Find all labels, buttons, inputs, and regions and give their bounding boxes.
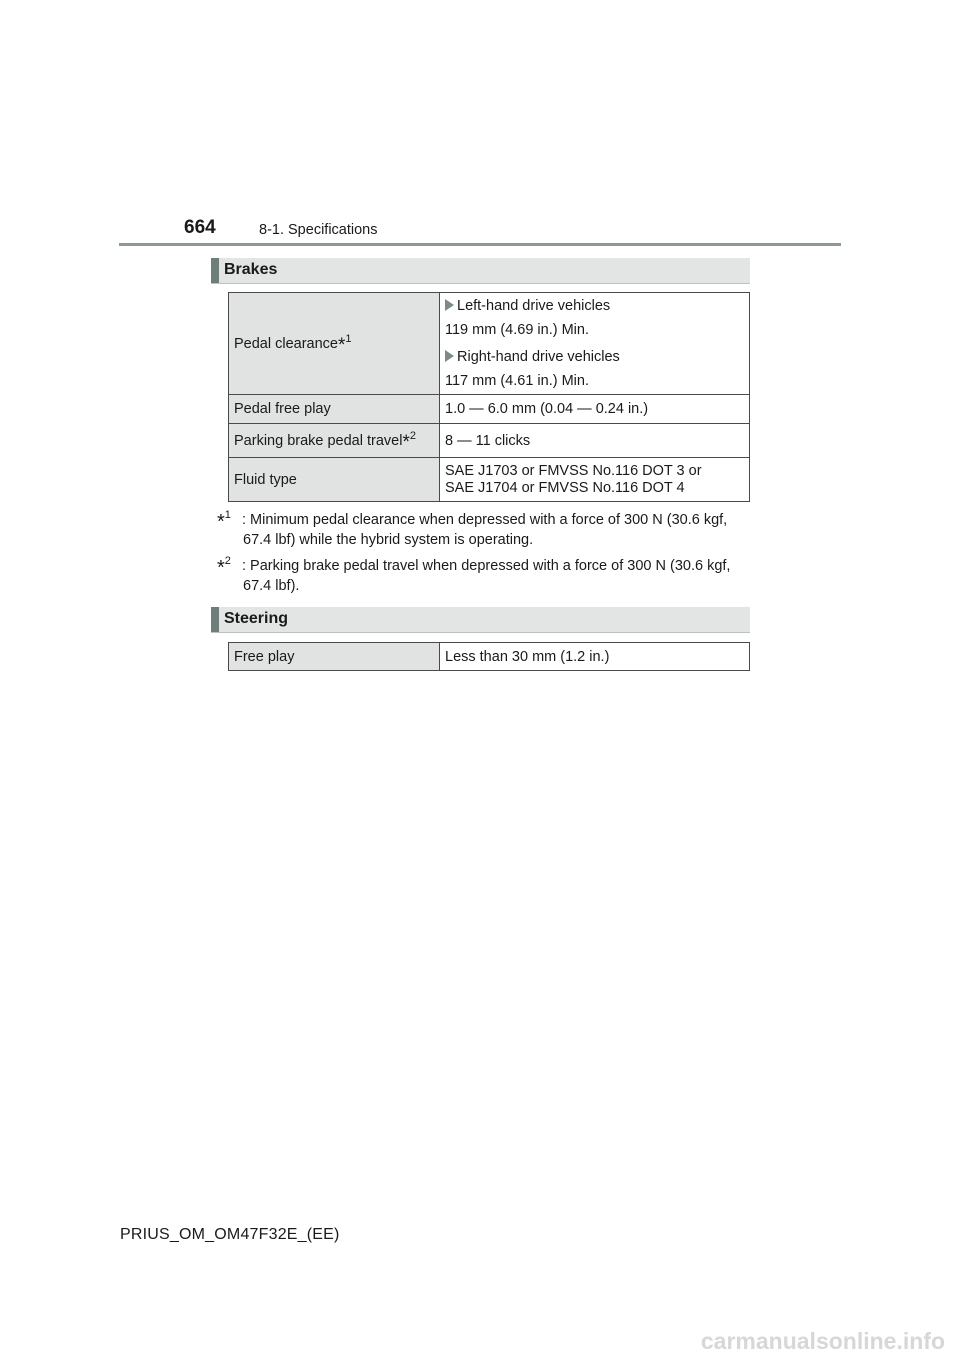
triangle-bullet-icon — [445, 299, 454, 311]
asterisk-icon: * — [338, 334, 346, 356]
free-play-label: Free play — [229, 643, 440, 671]
brakes-heading-text: Brakes — [224, 261, 278, 278]
asterisk-icon: * — [402, 431, 410, 453]
table-row — [229, 458, 750, 502]
fluid-type-line2: SAE J1704 or FMVSS No.116 DOT 4 — [445, 479, 685, 496]
brakes-heading — [211, 258, 750, 284]
table-value-cell — [440, 458, 750, 502]
footnote-text: : Minimum pedal clearance when depressed with a force of 300 N (30.6 kgf, — [242, 512, 728, 528]
footnote-2 — [217, 556, 752, 596]
footnote-text: : Parking brake pedal travel when depressed with a force of 300 N (30.6 kgf, — [242, 558, 731, 574]
footnote-text: 67.4 lbf). — [243, 578, 300, 594]
triangle-bullet-icon — [445, 350, 454, 362]
parking-brake-value: 8 — 11 clicks — [440, 424, 750, 458]
pedal-free-play-label: Pedal free play — [229, 395, 440, 424]
header-rule — [119, 243, 841, 246]
table-label-cell — [229, 293, 440, 395]
table-row — [229, 424, 750, 458]
lhd-label: Left-hand drive vehicles — [457, 298, 611, 314]
footnote-text: 67.4 lbf) while the hybrid system is operating. — [243, 532, 534, 548]
footnote-number: 1 — [224, 509, 231, 521]
asterisk-icon: * — [217, 557, 225, 579]
pedal-free-play-value: 1.0 — 6.0 mm (0.04 — 0.24 in.) — [440, 395, 750, 424]
table-row — [229, 395, 750, 424]
brakes-table — [228, 292, 750, 502]
fluid-type-label: Fluid type — [229, 458, 440, 502]
pedal-clearance-label: Pedal clearance — [234, 335, 338, 352]
rhd-label: Right-hand drive vehicles — [457, 349, 620, 365]
heading-bar — [211, 607, 219, 632]
table-row — [229, 293, 750, 395]
steering-heading-text: Steering — [224, 610, 289, 627]
table-row — [229, 643, 750, 671]
page-number: 664 — [184, 217, 216, 238]
document-id: PRIUS_OM_OM47F32E_(EE) — [120, 1226, 340, 1243]
steering-heading — [211, 607, 750, 633]
fluid-type-line1: SAE J1703 or FMVSS No.116 DOT 3 or — [445, 462, 702, 479]
table-value-cell — [440, 293, 750, 395]
rhd-value: 117 mm (4.61 in.) Min. — [445, 373, 589, 389]
footnote-ref: 2 — [409, 429, 416, 442]
asterisk-icon: * — [217, 511, 225, 533]
parking-brake-label: Parking brake pedal travel — [234, 432, 403, 449]
footnote-number: 2 — [224, 555, 231, 567]
footnote-ref: 1 — [345, 332, 352, 345]
free-play-value: Less than 30 mm (1.2 in.) — [440, 643, 750, 671]
section-title: 8-1. Specifications — [259, 222, 378, 238]
steering-table — [228, 642, 750, 671]
footnote-1 — [217, 510, 752, 550]
table-label-cell — [229, 424, 440, 458]
heading-bar — [211, 258, 219, 283]
watermark: carmanualsonline.info — [700, 1328, 945, 1354]
lhd-value: 119 mm (4.69 in.) Min. — [445, 322, 589, 338]
